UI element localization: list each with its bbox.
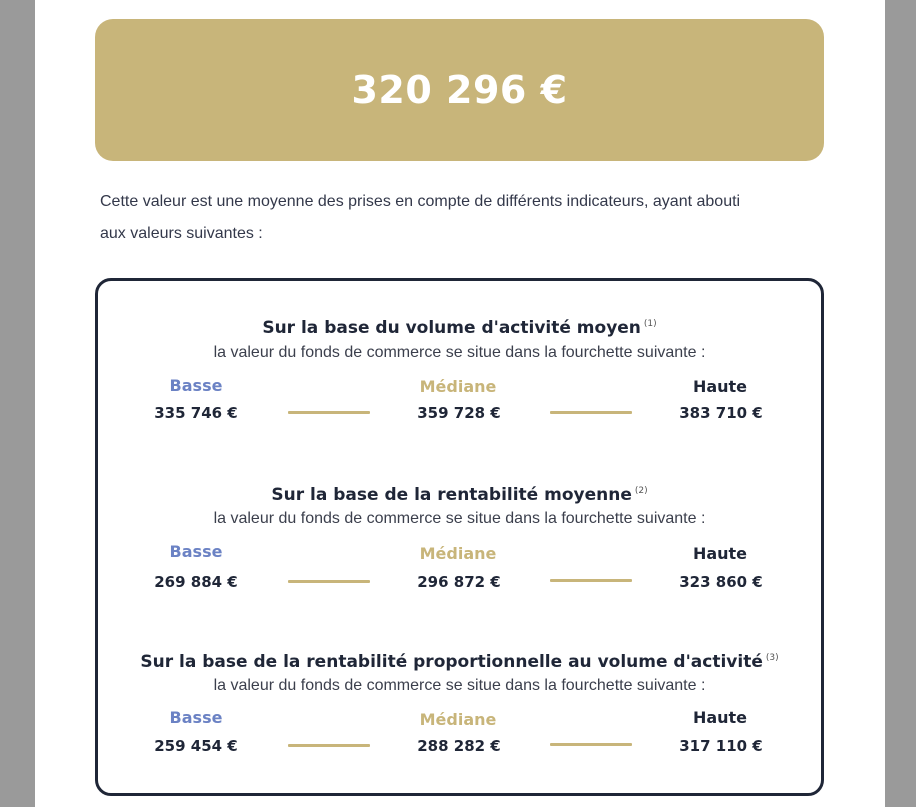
intro-line-1: Cette valeur est une moyenne des prises en compte de différents indicateurs, ayant abouti — [100, 193, 741, 210]
intro-text — [100, 186, 800, 250]
range-connector-line — [288, 411, 370, 414]
label-high: Haute — [692, 544, 748, 563]
intro-line-2: aux valeurs suivantes : — [100, 225, 263, 242]
footnote-marker: (1) — [643, 319, 657, 330]
label-high: Haute — [692, 377, 748, 396]
value-low: 269 884 € — [154, 573, 238, 591]
label-low: Basse — [169, 708, 223, 727]
label-low: Basse — [169, 542, 223, 561]
label-median: Médiane — [419, 544, 497, 563]
range-connector-line — [288, 744, 370, 747]
range-connector-line — [550, 743, 632, 746]
total-value: 320 296 € — [351, 68, 568, 112]
value-median: 296 872 € — [417, 573, 501, 591]
label-median: Médiane — [419, 377, 497, 396]
label-low: Basse — [169, 376, 223, 395]
block-title — [98, 318, 821, 338]
value-low: 335 746 € — [154, 404, 238, 422]
label-median: Médiane — [419, 710, 497, 729]
footnote-marker: (3) — [765, 653, 779, 664]
range-connector-line — [550, 579, 632, 582]
value-low: 259 454 € — [154, 737, 238, 755]
block-subtitle: la valeur du fonds de commerce se situe dans la fourchette suivante : — [213, 344, 706, 361]
value-median: 288 282 € — [417, 737, 501, 755]
report-page — [35, 0, 885, 807]
value-high: 323 860 € — [679, 573, 763, 591]
value-high: 317 110 € — [679, 737, 763, 755]
block-subtitle: la valeur du fonds de commerce se situe dans la fourchette suivante : — [213, 677, 706, 694]
valuation-ranges-box — [95, 278, 824, 796]
value-high: 383 710 € — [679, 404, 763, 422]
block-title-text: Sur la base de la rentabilité moyenne — [271, 485, 632, 505]
range-connector-line — [288, 580, 370, 583]
block-title — [98, 485, 821, 505]
total-value-banner — [95, 19, 824, 161]
value-median: 359 728 € — [417, 404, 501, 422]
range-connector-line — [550, 411, 632, 414]
block-title-text: Sur la base du volume d'activité moyen — [262, 318, 641, 338]
block-subtitle: la valeur du fonds de commerce se situe dans la fourchette suivante : — [213, 510, 706, 527]
footnote-marker: (2) — [634, 486, 648, 497]
block-title — [98, 652, 821, 672]
label-high: Haute — [692, 708, 748, 727]
block-title-text: Sur la base de la rentabilité proportionnelle au volume d'activité — [140, 652, 763, 672]
